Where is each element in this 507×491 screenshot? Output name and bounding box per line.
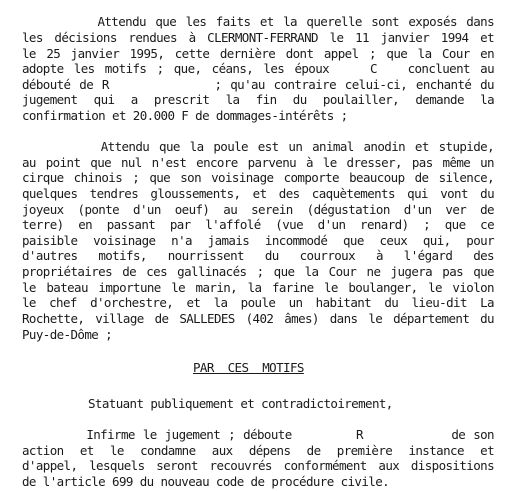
paragraph-line: confirmation et 20.000 F de dommages-intérêts ; (22, 108, 348, 123)
paragraph-line: terre) en passant par l'affolé (vue d'un renard) ; que ce (22, 217, 494, 232)
paragraph-line: joyeux (ponte d'un oeuf) au serein (dégustation d'un ver de (22, 202, 494, 217)
paragraph-line: d'appel, lesquels seront recouvrés conformément aux dispositions (22, 458, 494, 473)
section-heading: PAR CES MOTIFS (193, 360, 304, 375)
paragraph-line: le 25 janvier 1995, cette dernière dont appel ; que la Cour en (22, 46, 494, 61)
paragraph-line: Puy-de-Dôme ; (22, 327, 113, 342)
paragraph-line: les décisions rendues à CLERMONT-FERRAND le 11 janvier 1994 et (22, 30, 494, 45)
paragraph-line: action et le condamne aux dépens de première instance et (22, 443, 494, 458)
paragraph-line: Attendu que les faits et la querelle sont exposés dans (22, 14, 494, 29)
paragraph-line: Attendu que la poule est un animal anodin et stupide, (22, 139, 494, 154)
paragraph-line: de l'article 699 du nouveau code de procédure civile. (22, 474, 390, 489)
statuant-line: Statuant publiquement et contradictoirement, (88, 396, 393, 411)
paragraph-line: propriétaires de ces gallinacés ; que la Cour ne jugera pas que (22, 264, 494, 279)
paragraph-line: au point que nul n'est encore parvenu à le dresser, pas même un (22, 155, 494, 170)
paragraph-line: le chef d'orchestre, et la poule un habitant du lieu-dit La (22, 295, 494, 310)
paragraph-line: Rochette, village de SALLEDES (402 âmes) dans le département du (22, 311, 494, 326)
paragraph-line: adopte les motifs ; que, céans, les époux C concluent au (22, 61, 494, 76)
paragraph-line: débouté de R ; qu'au contraire celui-ci, enchanté du (22, 77, 494, 92)
paragraph-line: le bateau importune le marin, la farine le boulanger, le violon (22, 280, 494, 295)
paragraph-line: quelques tendres gloussements, et des caquètements qui vont du (22, 186, 494, 201)
paragraph-line: cirque chinois ; que son voisinage comporte beaucoup de silence, (22, 170, 494, 185)
paragraph-line: Infirme le jugement ; déboute R de son (22, 427, 494, 442)
paragraph-line: paisible voisinage n'a jamais incommodé que ceux qui, pour (22, 233, 494, 248)
paragraph-line: jugement qui a prescrit la fin du poulailler, demande la (22, 92, 494, 107)
paragraph-line: d'autres motifs, nourrissent du courroux à l'égard des (22, 248, 494, 263)
